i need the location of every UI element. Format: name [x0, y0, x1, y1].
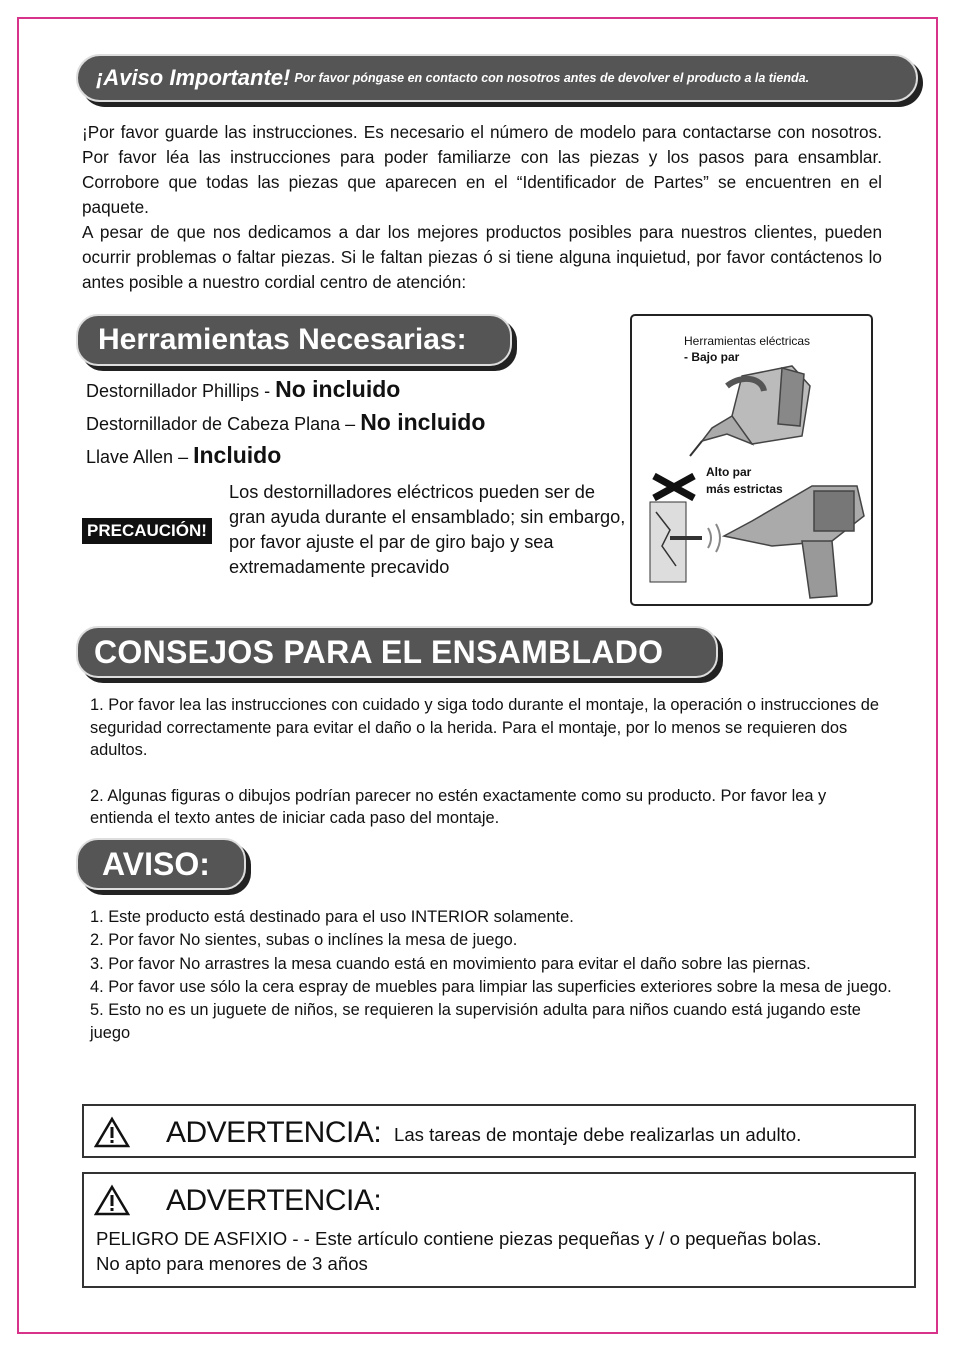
- tool-item: [86, 407, 485, 440]
- power-tool-figure: [630, 314, 873, 606]
- notice-subtitle: Por favor póngase en contacto con nosotros antes de devolver el producto a la tienda.: [294, 71, 810, 85]
- tools-heading: Herramientas Necesarias:: [76, 314, 512, 366]
- intro-paragraph-1: ¡Por favor guarde las instrucciones. Es necesario el número de modelo para contactarse con nosotros. Por favor léa las instrucciones para poder familiarze con las piezas y los pasos para ensamblar. Corrobore que todas las piezas que aparecen en el “Identificador de Partes” se encuentren en el paquete.: [82, 122, 882, 217]
- tool-item: [86, 440, 485, 473]
- drill-illustration-icon: [632, 316, 875, 608]
- important-notice-banner: [76, 54, 918, 102]
- tool-name: Destornillador Phillips -: [86, 381, 271, 401]
- warning-line: No apto para menores de 3 años: [96, 1253, 368, 1274]
- notice-item: 2. Por favor No sientes, subas o inclínes la mesa de juego.: [90, 931, 518, 950]
- warning-box-choking: [82, 1172, 916, 1288]
- notice-list: [90, 906, 900, 1046]
- figure-label-high-torque: Alto par: [706, 465, 752, 479]
- notice-item: 3. Por favor No arrastres la mesa cuando está en movimiento para evitar el daño sobre las piernas.: [90, 954, 811, 973]
- figure-label-power-tools: Herramientas eléctricas: [684, 334, 811, 348]
- assembly-tips-list: [90, 694, 890, 853]
- intro-text: [82, 120, 882, 295]
- tool-name: Llave Allen –: [86, 447, 189, 467]
- notice-heading: AVISO:: [76, 838, 246, 890]
- notice-item: 5. Esto no es un juguete de niños, se requieren la supervisión adulta para niños cuando está jugando este juego: [90, 1001, 861, 1043]
- tool-item: [86, 374, 485, 407]
- warning-message: Las tareas de montaje debe realizarlas un adulto.: [394, 1124, 802, 1145]
- figure-label-stricter: más estrictas: [706, 482, 783, 496]
- tools-list: [86, 374, 485, 473]
- notice-item: 4. Por favor use sólo la cera espray de muebles para limpiar las superficies exteriores sobre la mesa de juego.: [90, 977, 892, 996]
- tool-status: No incluido: [275, 376, 401, 402]
- tip-item: 1. Por favor lea las instrucciones con cuidado y siga todo durante el montaje, la operación o instrucciones de seguridad correctamente para evitar el daño o la herida. Para el montaje, por lo menos se requieren dos adultos.: [90, 696, 880, 759]
- warning-message: [96, 1226, 916, 1276]
- warning-title: ADVERTENCIA:: [166, 1116, 382, 1149]
- notice-item: 1. Este producto está destinado para el uso INTERIOR solamente.: [90, 908, 574, 926]
- intro-paragraph-2: A pesar de que nos dedicamos a dar los mejores productos posibles para nuestros clientes, pueden ocurrir problemas o faltar piezas. Si le faltan piezas ó si tiene alguna inquietud, por favor contáctenos lo antes posible a nuestro cordial centro de atención:: [82, 222, 882, 292]
- figure-label-low-torque: - Bajo par: [684, 350, 740, 364]
- caution-badge: PRECAUCIÓN!: [82, 518, 212, 544]
- tool-status: Incluido: [193, 442, 282, 468]
- warning-title: ADVERTENCIA:: [166, 1184, 382, 1217]
- warning-box-adult: [82, 1104, 916, 1158]
- tip-item: 2. Algunas figuras o dibujos podrían parecer no estén exactamente como su producto. Por favor lea y entienda el texto antes de iniciar cada paso del montaje.: [90, 786, 827, 827]
- notice-title: ¡Aviso Importante!: [96, 65, 291, 90]
- warning-triangle-icon: [94, 1184, 130, 1216]
- tool-name: Destornillador de Cabeza Plana –: [86, 414, 356, 434]
- tool-status: No incluido: [360, 409, 486, 435]
- warning-triangle-icon: [94, 1116, 130, 1148]
- assembly-tips-heading: CONSEJOS PARA EL ENSAMBLADO: [76, 626, 718, 678]
- caution-text: Los destornilladores eléctricos pueden ser de gran ayuda durante el ensamblado; sin embargo, por favor ajuste el par de giro bajo y sea extremadamente precavido: [229, 482, 626, 577]
- warning-line: PELIGRO DE ASFIXIO - - Este artículo contiene piezas pequeñas y / o pequeñas bolas.: [96, 1228, 822, 1249]
